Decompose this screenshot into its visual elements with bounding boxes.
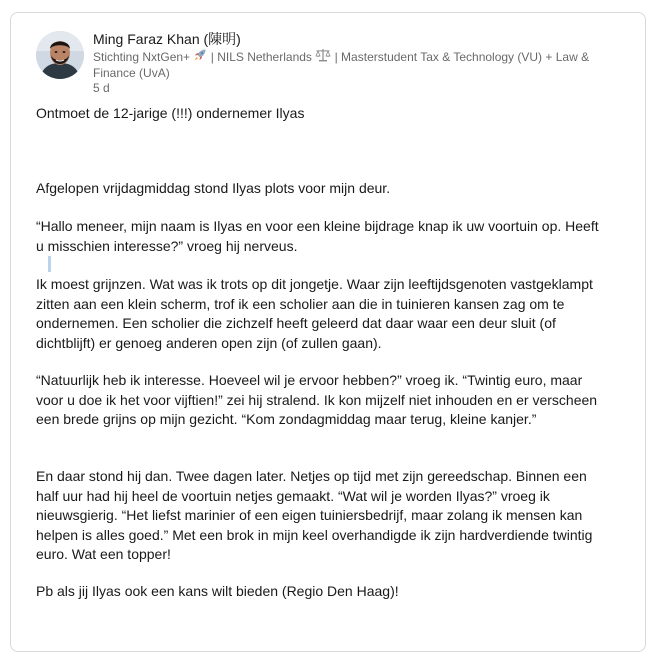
- headline-part-2: | NILS Netherlands: [210, 50, 312, 64]
- avatar-photo-icon: [36, 31, 84, 79]
- paragraph: “Hallo meneer, mijn naam is Ilyas en voor een kleine bijdrage knap ik uw voortuin op. Heeft u misschien interesse?” vroeg hij nerveus.: [36, 218, 603, 254]
- text-selection-marker: [48, 256, 51, 272]
- paragraph: Pb als jij Ilyas ook een kans wilt bieden (Regio Den Haag)!: [36, 583, 399, 599]
- paragraph: Afgelopen vrijdagmiddag stond Ilyas plots voor mijn deur.: [36, 180, 391, 196]
- post-timestamp: 5 d: [93, 81, 110, 95]
- author-info: [93, 30, 623, 96]
- paragraph: “Natuurlijk heb ik interesse. Hoeveel wil je ervoor hebben?” vroeg ik. “Twintig euro, maar voor u doe ik het voor vijftien!” zei hij stralend. Ik kon mijzelf niet inhouden en er verscheen een brede grijns op mijn gezicht. “Kom zondagmiddag maar terug, kleine kanjer.”: [36, 372, 601, 427]
- author-name[interactable]: Ming Faraz Khan (陳明): [93, 31, 241, 47]
- rocket-icon: [193, 48, 207, 66]
- paragraph: En daar stond hij dan. Twee dagen later. Netjes op tijd met zijn gereedschap. Binnen een half uur had hij heel de voortuin netjes gemaakt. “Wat wil je worden Ilyas?” vroeg ik nieuwsgierig. “Het liefst marinier of een eigen tuiniersbedrijf, maar zolang ik mensen kan helpen is alles goed.” Met een brok in mijn keel overhandigde ik zijn hardverdiende twintig euro. Wat een topper!: [36, 468, 597, 562]
- headline-part-3: | Masterstudent Tax & Technology (VU) + Law & Finance (UvA): [93, 50, 590, 80]
- paragraph: Ik moest grijnzen. Wat was ik trots op dit jongetje. Waar zijn leeftijdsgenoten vastgeklampt zitten aan een klein scherm, trof ik een scholier aan die in tuinieren kansen zag om te ondernemen. Een scholier die zichzelf heeft geleerd dat daar waar een deur sluit (of dichtblijft) er genoeg anderen open zijn (of zullen gaan).: [36, 276, 597, 351]
- post-title: Ontmoet de 12-jarige (!!!) ondernemer Ilyas: [36, 105, 305, 121]
- headline-part-1: Stichting NxtGen+: [93, 50, 191, 64]
- scales-icon: [315, 48, 331, 66]
- author-avatar[interactable]: [36, 31, 84, 79]
- author-headline: [93, 48, 623, 81]
